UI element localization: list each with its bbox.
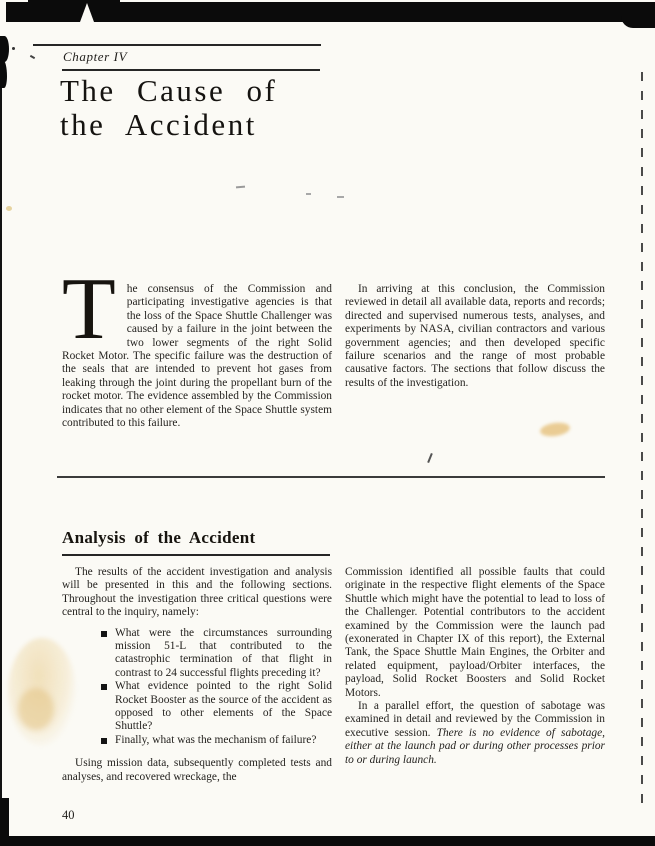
- drop-cap: T: [62, 261, 116, 358]
- section-divider-rule: [57, 476, 605, 478]
- analysis-right-paragraph-1: Commission identified all possible faults that could originate in the respective flight elements of the Space Shuttle which might have the potential to lead to loss of the Challenger. Potential contributors to the accident examined by the Commission were the launch pad (exonerated in Chapter IX of this report), the External Tank, the Space Shuttle Main Engines, the Orbiter and related equipment, payload/Orbiter interfaces, the payload, Solid Rocket Boosters and Solid Rocket Motors.: [345, 566, 605, 699]
- list-item: Finally, what was the mechanism of failure?: [101, 734, 332, 747]
- scan-mark: [427, 453, 433, 463]
- list-item: What evidence pointed to the right Solid Rocket Booster as the source of the accident as opposed to other elements of the Space Shuttle?: [101, 680, 332, 734]
- intro-columns: [62, 261, 605, 430]
- page-title-line-1: The Cause of: [60, 73, 278, 108]
- chapter-label: Chapter IV: [63, 49, 128, 64]
- scan-right-dashed-edge: [641, 72, 643, 812]
- paper-stain-large-core: [18, 688, 54, 730]
- scan-left-blob: [0, 36, 9, 62]
- analysis-left-paragraph-1: The results of the accident investigation and analysis will be presented in this and the following sections. Throughout the investigation three critical questions were central to the inquiry, namely:: [62, 566, 332, 619]
- paper-speck: [6, 206, 12, 211]
- scan-left-edge-line: [0, 88, 2, 846]
- intro-left-paragraph: [62, 261, 332, 430]
- scan-top-band-notch: [80, 3, 94, 22]
- sabotage-sentence-italic: There is no evidence of sabotage, either at the launch pad or during other processes prior to or during launch.: [345, 726, 605, 766]
- scan-mark: [12, 47, 15, 50]
- intro-right-paragraph: In arriving at this conclusion, the Commission reviewed in detail all available data, reports and records; directed and supervised numerous tests, analyses, and experiments by NASA, civilian contractors and various government agencies; and then developed specific failure scenarios and the range of most probable causative factors. The sections that follow discuss the results of the investigation.: [345, 283, 605, 389]
- scan-mark: [337, 196, 344, 198]
- scan-mark: [236, 186, 245, 189]
- intro-left-column: [62, 261, 332, 430]
- scan-bottom-black-band: [0, 836, 655, 846]
- sabotage-sentence-normal: In a parallel effort, the question of sabotage was examined in detail and reviewed by the Commission in executive session.: [345, 700, 605, 739]
- chapter-top-rule: [33, 44, 321, 46]
- intro-left-paragraph-text: he consensus of the Commission and participating investigative agencies is that the loss of the Space Shuttle Challenger was caused by a failure in the joint between the two lower segments of the right Solid Rocket Motor. The specific failure was the destruction of the seals that are intended to prevent hot gases from leaking through the joint during the propellant burn of the rocket motor. The evidence assembled by the Commission indicates that no other element of the Space Shuttle system contributed to this failure.: [62, 283, 332, 430]
- analysis-right-paragraph-2: [345, 700, 605, 767]
- analysis-columns: [62, 566, 605, 784]
- scan-mark: [30, 55, 35, 59]
- page-title: [60, 74, 277, 141]
- scan-top-black-band: [6, 2, 655, 22]
- analysis-left-column: [62, 566, 332, 784]
- page-number: 40: [62, 808, 75, 822]
- scan-top-edge-line: [28, 0, 120, 3]
- scan-mark: [306, 193, 311, 195]
- scan-top-right-corner: [621, 2, 655, 28]
- section-heading: Analysis of the Accident: [62, 528, 256, 547]
- analysis-right-column: [345, 566, 605, 767]
- scan-left-blob: [0, 60, 7, 88]
- analysis-left-paragraph-2: Using mission data, subsequently completed tests and analyses, and recovered wreckage, the: [62, 757, 332, 783]
- page-title-line-2: the Accident: [60, 106, 257, 142]
- chapter-underline-rule: [62, 69, 320, 71]
- question-list: [62, 627, 332, 748]
- list-item: What were the circumstances surrounding mission 51-L that contributed to the catastrophic termination of that flight in contrast to 24 successful flights preceding it?: [101, 627, 332, 681]
- intro-right-column: [345, 283, 605, 390]
- section-heading-rule: [62, 554, 330, 556]
